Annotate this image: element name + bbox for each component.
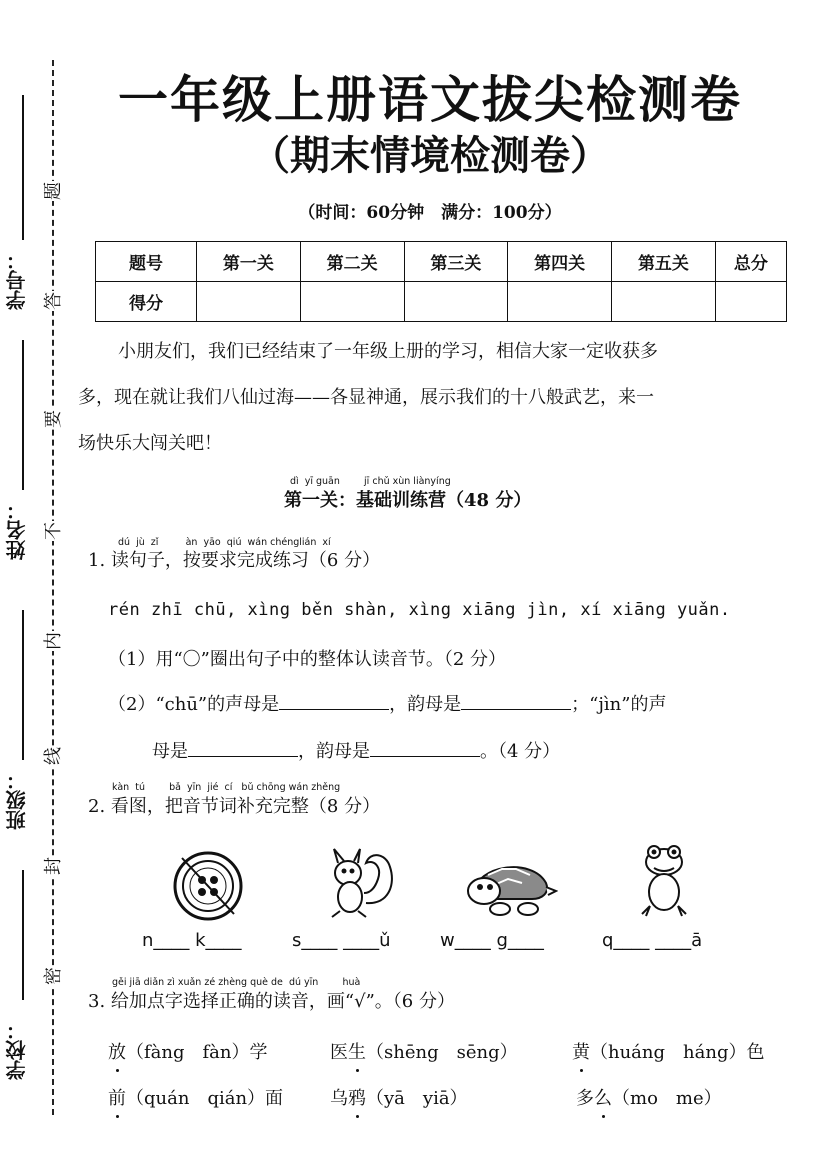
picture-syllable-fill[interactable]: n____ k____ xyxy=(142,930,242,951)
student-id-label: 学号： xyxy=(5,250,29,310)
exam-meta: （时间：60分钟 满分：100分） xyxy=(298,203,562,223)
seal-char: 答 xyxy=(43,292,64,310)
reading-options[interactable]: （mo me） xyxy=(612,1088,722,1109)
reading-options[interactable]: （huáng háng） xyxy=(590,1042,747,1063)
id-line xyxy=(22,95,24,240)
seal-char: 题 xyxy=(43,182,64,200)
q2-ruby: kàn tú bǎ yīn jié cí bǔ chōng wán zhěng xyxy=(112,782,341,793)
intro-line: 小朋友们，我们已经结束了一年级上册的学习，相信大家一定收获多 xyxy=(118,341,658,362)
picture-syllable-fill[interactable]: s____ ____ǔ xyxy=(292,930,391,951)
section-ruby: dì yī guān jī chǔ xùn liànyíng xyxy=(290,476,451,487)
score-cell[interactable] xyxy=(404,282,508,322)
squirrel-picture xyxy=(318,845,398,921)
score-cell[interactable] xyxy=(508,282,612,322)
q3-title: 3. 给加点字选择正确的读音，画“√”。（6 分） xyxy=(88,991,455,1012)
q1-sub2-text: 母是 xyxy=(152,741,188,762)
reading-options[interactable]: （shēng sēng） xyxy=(366,1042,518,1063)
reading-options[interactable]: （quán qián） xyxy=(126,1088,266,1109)
dotted-char: 生 xyxy=(348,1038,366,1064)
intro-line: 场快乐大闯关吧！ xyxy=(78,433,222,454)
q3-item[interactable]: 医生（shēng sēng） xyxy=(330,1038,518,1064)
q1-title: 1. 读句子，按要求完成练习（6 分） xyxy=(88,550,381,571)
picture-syllable-fill[interactable]: q____ ____ā xyxy=(602,930,703,951)
picture-syllable-fill[interactable]: w____ g____ xyxy=(440,930,544,951)
answer-blank[interactable] xyxy=(188,738,298,757)
score-cell[interactable] xyxy=(612,282,716,322)
score-cell[interactable] xyxy=(300,282,404,322)
school-line xyxy=(22,870,24,1000)
score-table-score-row xyxy=(96,282,787,322)
button-picture xyxy=(172,850,244,922)
seal-char: 线 xyxy=(43,747,64,765)
reading-options[interactable]: （fàng fàn） xyxy=(126,1042,250,1063)
q3-item[interactable]: 放（fàng fàn）学 xyxy=(108,1038,268,1064)
q3-item[interactable]: 黄（huáng háng）色 xyxy=(572,1038,764,1064)
q1-sub1: （1）用“〇”圈出句子中的整体认读音节。（2 分） xyxy=(108,649,507,670)
q1-ruby: dú jù zǐ àn yāo qiú wán chénglián xí xyxy=(118,537,331,548)
score-cell[interactable] xyxy=(197,282,301,322)
q1-sub2-line2 xyxy=(152,737,560,763)
score-header: 总分 xyxy=(715,242,786,282)
page-subtitle: （期末情境检测卷） xyxy=(250,132,610,179)
q1-pinyin-sentence: rén zhī chū, xìng běn shàn, xìng xiāng jìn, xí xiāng yuǎn. xyxy=(108,600,731,620)
answer-blank[interactable] xyxy=(461,691,571,710)
score-table-header-row xyxy=(96,242,787,282)
score-header: 第四关 xyxy=(508,242,612,282)
reading-options[interactable]: （yā yiā） xyxy=(366,1088,468,1109)
seal-char: 密 xyxy=(43,967,64,985)
seal-char: 要 xyxy=(43,410,64,428)
score-header: 第五关 xyxy=(612,242,716,282)
q1-sub2-text: ，韵母是 xyxy=(389,694,462,715)
score-header: 题号 xyxy=(96,242,197,282)
q1-sub2-text: 。（4 分） xyxy=(480,741,561,762)
q1-sub2-text: ，韵母是 xyxy=(298,741,370,762)
class-line xyxy=(22,610,24,760)
dotted-char: 么 xyxy=(594,1084,612,1110)
dotted-char: 放 xyxy=(108,1038,126,1064)
intro-line: 多，现在就让我们八仙过海——各显神通，展示我们的十八般武艺，来一 xyxy=(78,387,654,408)
seal-dashed-line xyxy=(52,60,54,1115)
score-header: 第一关 xyxy=(197,242,301,282)
q1-sub2-line1 xyxy=(108,690,666,716)
q3-item[interactable]: 乌鸦（yā yiā） xyxy=(330,1084,468,1110)
score-row-label: 得分 xyxy=(96,282,197,322)
q3-ruby: gěi jiā diǎn zì xuǎn zé zhèng què de dú yīn huà xyxy=(112,977,361,988)
dotted-char: 黄 xyxy=(572,1038,590,1064)
score-header: 第二关 xyxy=(300,242,404,282)
seal-char: 内 xyxy=(43,632,64,650)
q2-title: 2. 看图，把音节词补充完整（8 分） xyxy=(88,796,381,817)
seal-char: 不 xyxy=(43,522,64,540)
answer-blank[interactable] xyxy=(279,691,389,710)
dotted-char: 前 xyxy=(108,1084,126,1110)
q3-item[interactable]: 前（quán qián）面 xyxy=(108,1084,283,1110)
class-label: 班级： xyxy=(5,770,29,830)
student-name-label: 姓名： xyxy=(5,500,29,560)
q1-sub2-text: （2）“chū”的声母是 xyxy=(108,694,280,715)
answer-blank[interactable] xyxy=(370,738,480,757)
q3-item[interactable]: 多么（mo me） xyxy=(576,1084,722,1110)
seal-char: 封 xyxy=(43,857,64,875)
page-title: 一年级上册语文拔尖检测卷 xyxy=(118,70,742,129)
school-label: 学校： xyxy=(5,1020,29,1080)
name-line xyxy=(22,340,24,490)
frog-picture xyxy=(636,842,692,920)
score-header: 第三关 xyxy=(404,242,508,282)
q1-sub2-text: ；“jìn”的声 xyxy=(571,694,667,715)
section-heading: 第一关：基础训练营（48 分） xyxy=(284,490,532,511)
turtle-picture xyxy=(462,853,558,919)
dotted-char: 鸦 xyxy=(348,1084,366,1110)
score-table xyxy=(95,241,787,322)
score-cell[interactable] xyxy=(715,282,786,322)
